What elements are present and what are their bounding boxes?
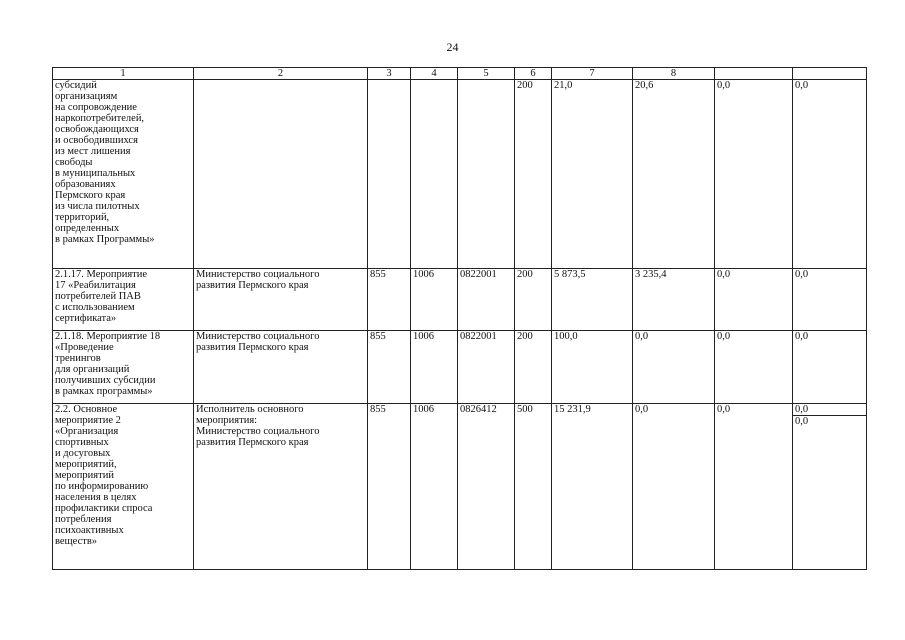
cell-code: 855 <box>368 269 411 331</box>
cell-description: 2.2. Основное мероприятие 2 «Организация спортивных и досуговых мероприятий, мероприятий по информированию населения в целях профилактики спроса потребления психоактивных веществ» <box>53 404 194 570</box>
header-cell: 2 <box>194 68 368 80</box>
cell-code: 0822001 <box>458 331 515 404</box>
cell-code <box>368 80 411 269</box>
cell-amount: 0,0 <box>793 80 867 269</box>
cell-code: 1006 <box>411 331 458 404</box>
cell-executor: Министерство социального развития Пермского края <box>194 331 368 404</box>
cell-code: 1006 <box>411 404 458 570</box>
header-cell: 3 <box>368 68 411 80</box>
cell-code: 500 <box>515 404 552 570</box>
cell-amount: 5 873,5 <box>552 269 633 331</box>
cell-executor: Исполнитель основного мероприятия: Министерство социального развития Пермского края <box>194 404 368 570</box>
header-cell: 6 <box>515 68 552 80</box>
cell-executor <box>194 80 368 269</box>
header-cell: 8 <box>633 68 715 80</box>
cell-code: 855 <box>368 331 411 404</box>
cell-description: 2.1.17. Мероприятие 17 «Реабилитация потребителей ПАВ с использованием сертификата» <box>53 269 194 331</box>
cell-code: 1006 <box>411 269 458 331</box>
cell-amount-bottom: 0,0 <box>793 415 866 427</box>
cell-amount: 100,0 <box>552 331 633 404</box>
table-row <box>53 404 867 570</box>
table-row <box>53 80 867 269</box>
header-cell: 4 <box>411 68 458 80</box>
cell-amount: 0,0 <box>715 404 793 570</box>
table-row <box>53 331 867 404</box>
table-row <box>53 269 867 331</box>
cell-description: 2.1.18. Мероприятие 18 «Проведение тренингов для организаций получивших субсидии в рамках программы» <box>53 331 194 404</box>
cell-amount: 0,0 <box>715 331 793 404</box>
budget-table <box>52 67 867 570</box>
header-cell: 7 <box>552 68 633 80</box>
cell-amount: 0,0 <box>793 331 867 404</box>
header-cell <box>715 68 793 80</box>
cell-code: 200 <box>515 331 552 404</box>
page-number: 24 <box>446 40 459 54</box>
cell-description: субсидий организациям на сопровождение наркопотребителей, освобождающихся и освободившихся из мест лишения свободы в муниципальных образованиях Пермского края из числа пилотных территорий, определенных в рамках Программы» <box>53 80 194 269</box>
header-cell <box>793 68 867 80</box>
cell-code <box>411 80 458 269</box>
cell-amount: 0,0 <box>633 404 715 570</box>
cell-amount: 15 231,9 <box>552 404 633 570</box>
cell-amount: 0,0 <box>715 80 793 269</box>
cell-code <box>458 80 515 269</box>
cell-amount: 0,0 <box>633 331 715 404</box>
cell-code: 200 <box>515 269 552 331</box>
cell-code: 200 <box>515 80 552 269</box>
cell-amount: 21,0 <box>552 80 633 269</box>
cell-amount: 0,0 <box>793 269 867 331</box>
cell-code: 0822001 <box>458 269 515 331</box>
cell-amount: 3 235,4 <box>633 269 715 331</box>
header-row <box>53 68 867 80</box>
cell-code: 855 <box>368 404 411 570</box>
cell-code: 0826412 <box>458 404 515 570</box>
cell-amount: 20,6 <box>633 80 715 269</box>
header-cell: 5 <box>458 68 515 80</box>
header-cell: 1 <box>53 68 194 80</box>
cell-amount: 0,0 <box>715 269 793 331</box>
cell-amount-top: 0,0 <box>795 404 809 415</box>
cell-executor: Министерство социального развития Пермского края <box>194 269 368 331</box>
cell-amount-split <box>793 404 867 570</box>
